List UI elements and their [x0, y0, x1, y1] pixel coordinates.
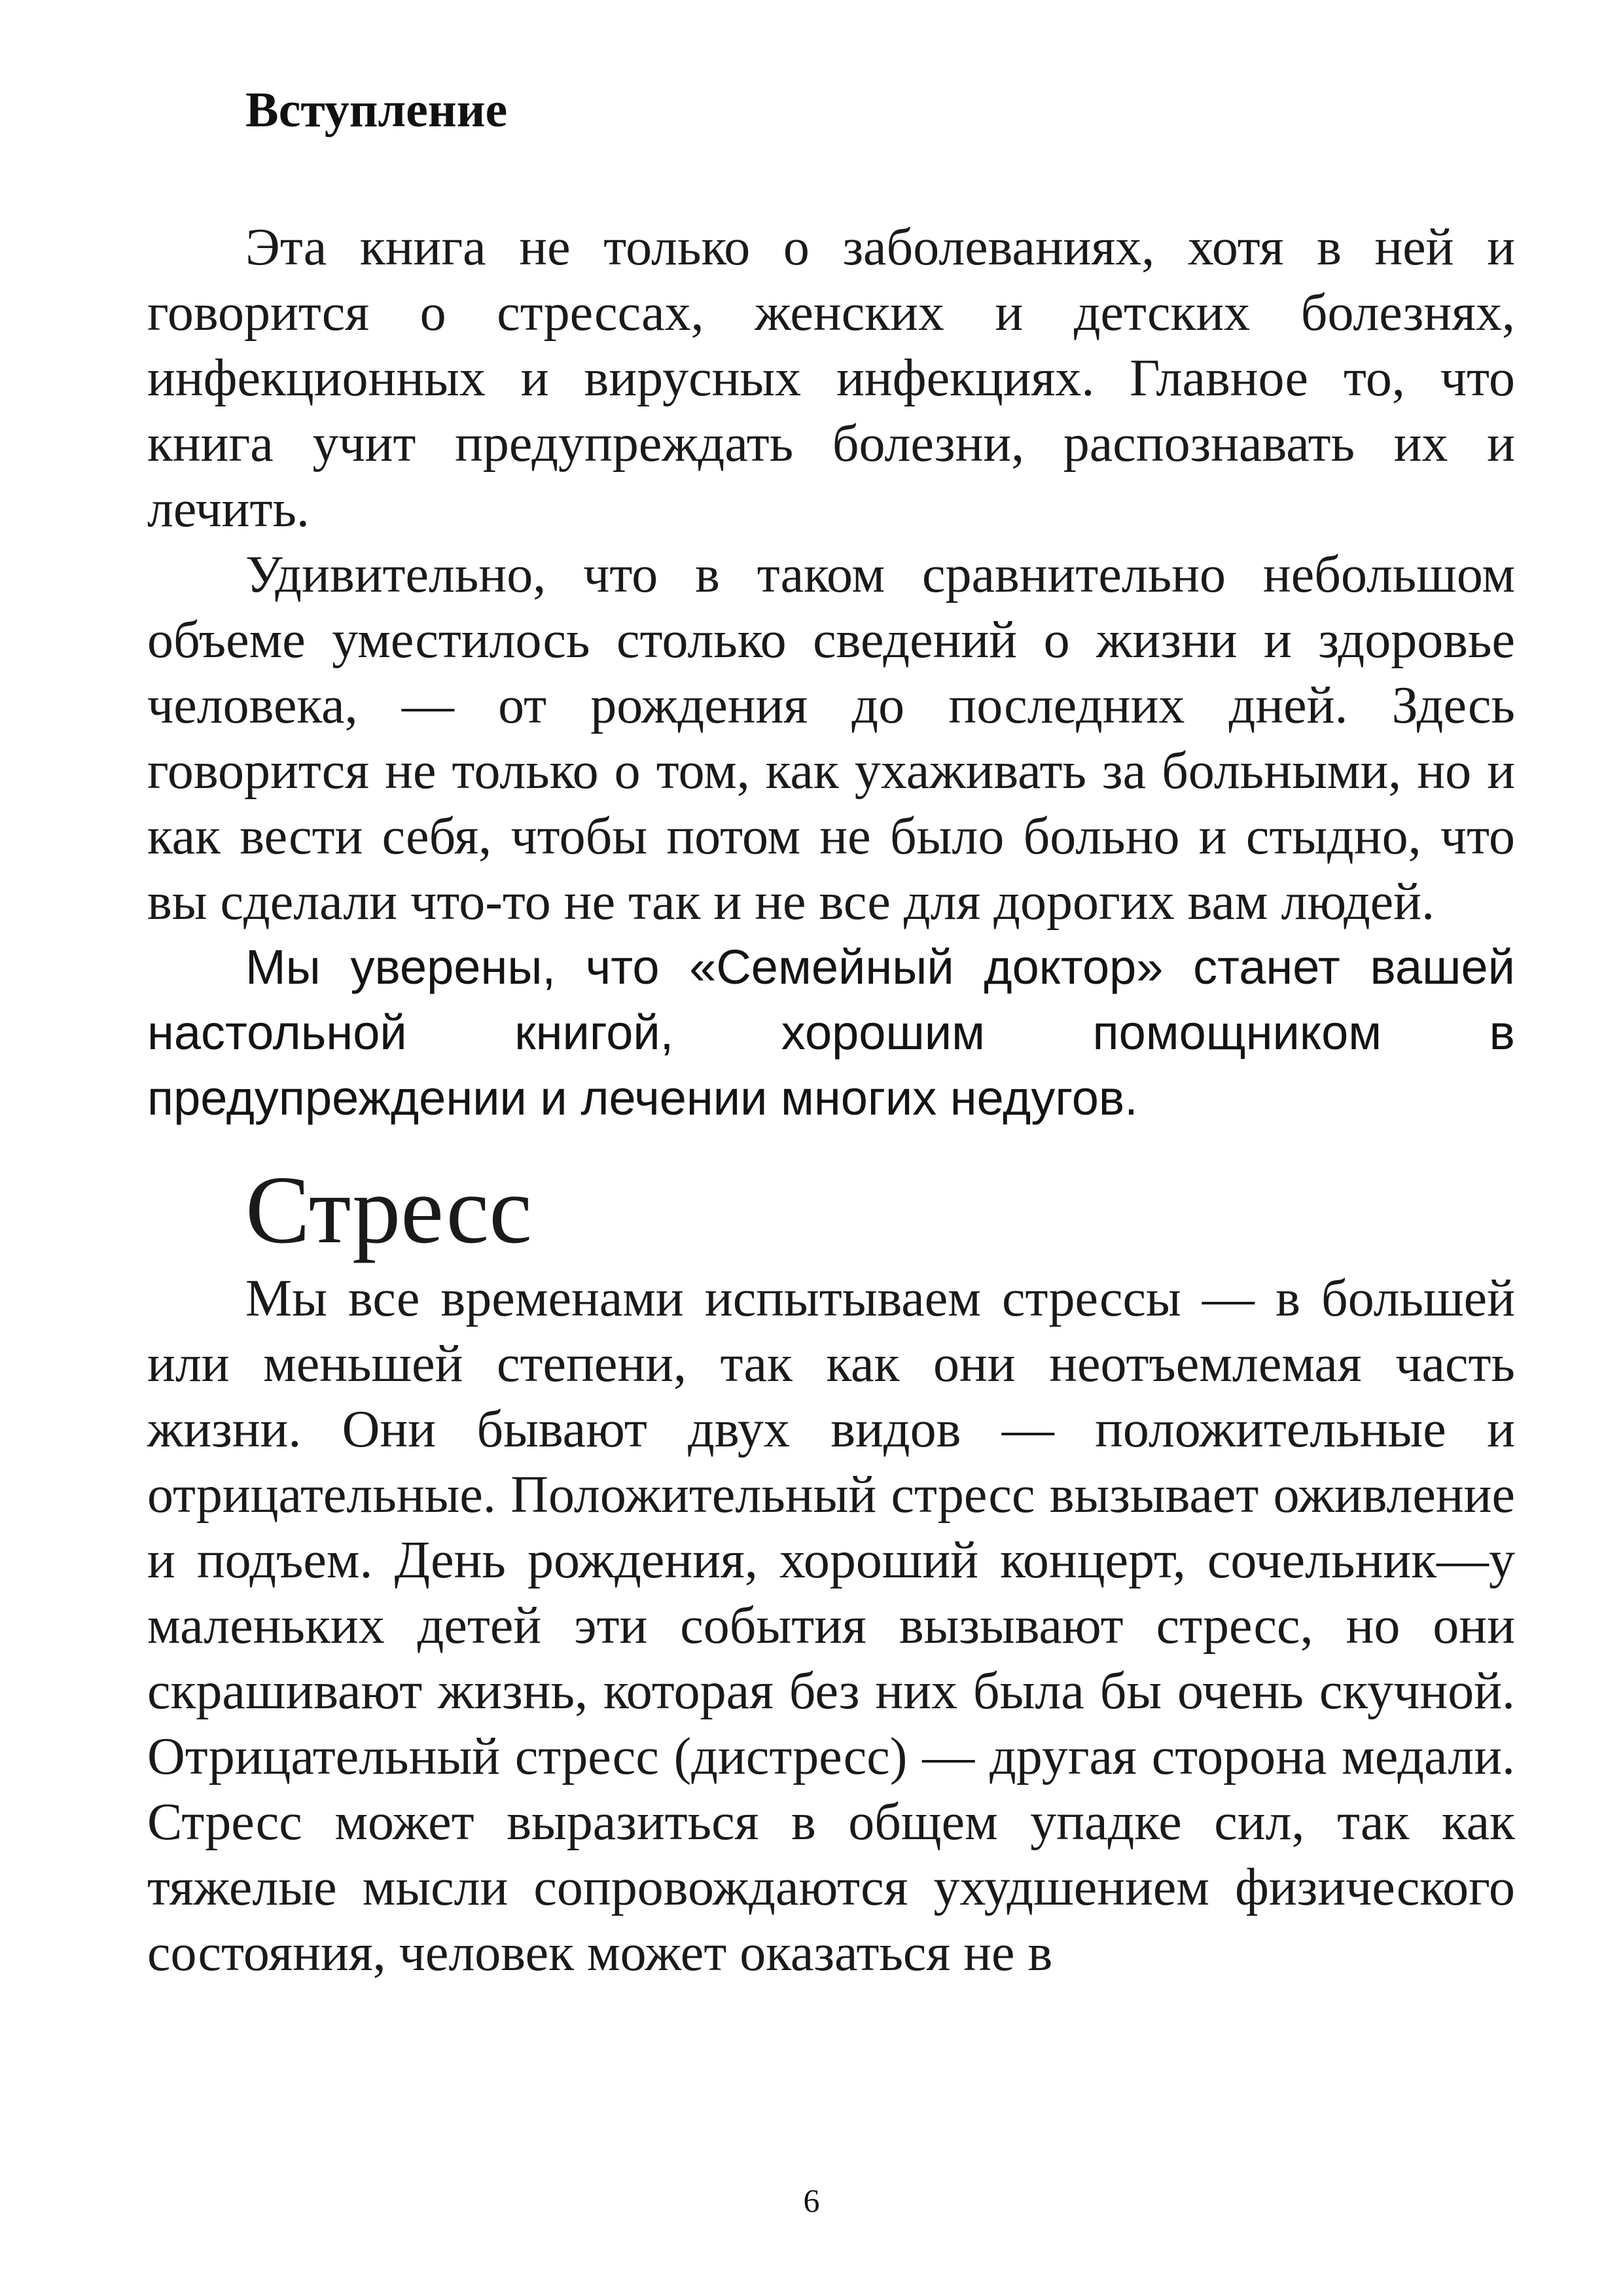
stress-paragraph: Мы все временами испытываем стрессы — в большей или меньшей степени, так как они неотъемлемая часть жизни. Они бывают двух видов — положительные и отрицательные. Положительный стресс вызывает оживление и подъем. День рождения, хороший концерт, сочельник—у маленьких детей эти события вызывают стресс, но они скрашивают жизнь, которая без них была бы очень скучной. Отрицательный стресс (дистресс) — другая сторона медали. Стресс может выразиться в общем упадке сил, так как тяжелые мысли сопровождаются ухудшением физического состояния, человек может оказаться не в — [147, 1270, 1515, 1982]
page-number: 6 — [803, 2182, 820, 2219]
intro-paragraph-3: Мы уверены, что «Семейный доктор» станет вашей настольной книгой, хорошим помощником в предупреждении и лечении многих недугов. — [147, 940, 1515, 1125]
intro-paragraph-1: Эта книга не только о заболеваниях, хотя в ней и говорится о стрессах, женских и детских болезнях, инфекционных и вирусных инфекциях. Главное то, что книга учит предупреждать болезни, распознавать их и лечить. — [147, 219, 1515, 538]
text-column — [147, 58, 1515, 1986]
stress-section-title: Стресс — [245, 1157, 533, 1264]
intro-heading: Вступление — [245, 82, 508, 137]
intro-paragraph-2: Удивительно, что в таком сравнительно небольшом объеме уместилось столько сведений о жизни и здоровье человека, — от рождения до последних дней. Здесь говорится не только о том, как ухаживать за больными, но и как вести себя, чтобы потом не было больно и стыдно, что вы сделали что-то не так и не все для дорогих вам людей. — [147, 546, 1515, 931]
